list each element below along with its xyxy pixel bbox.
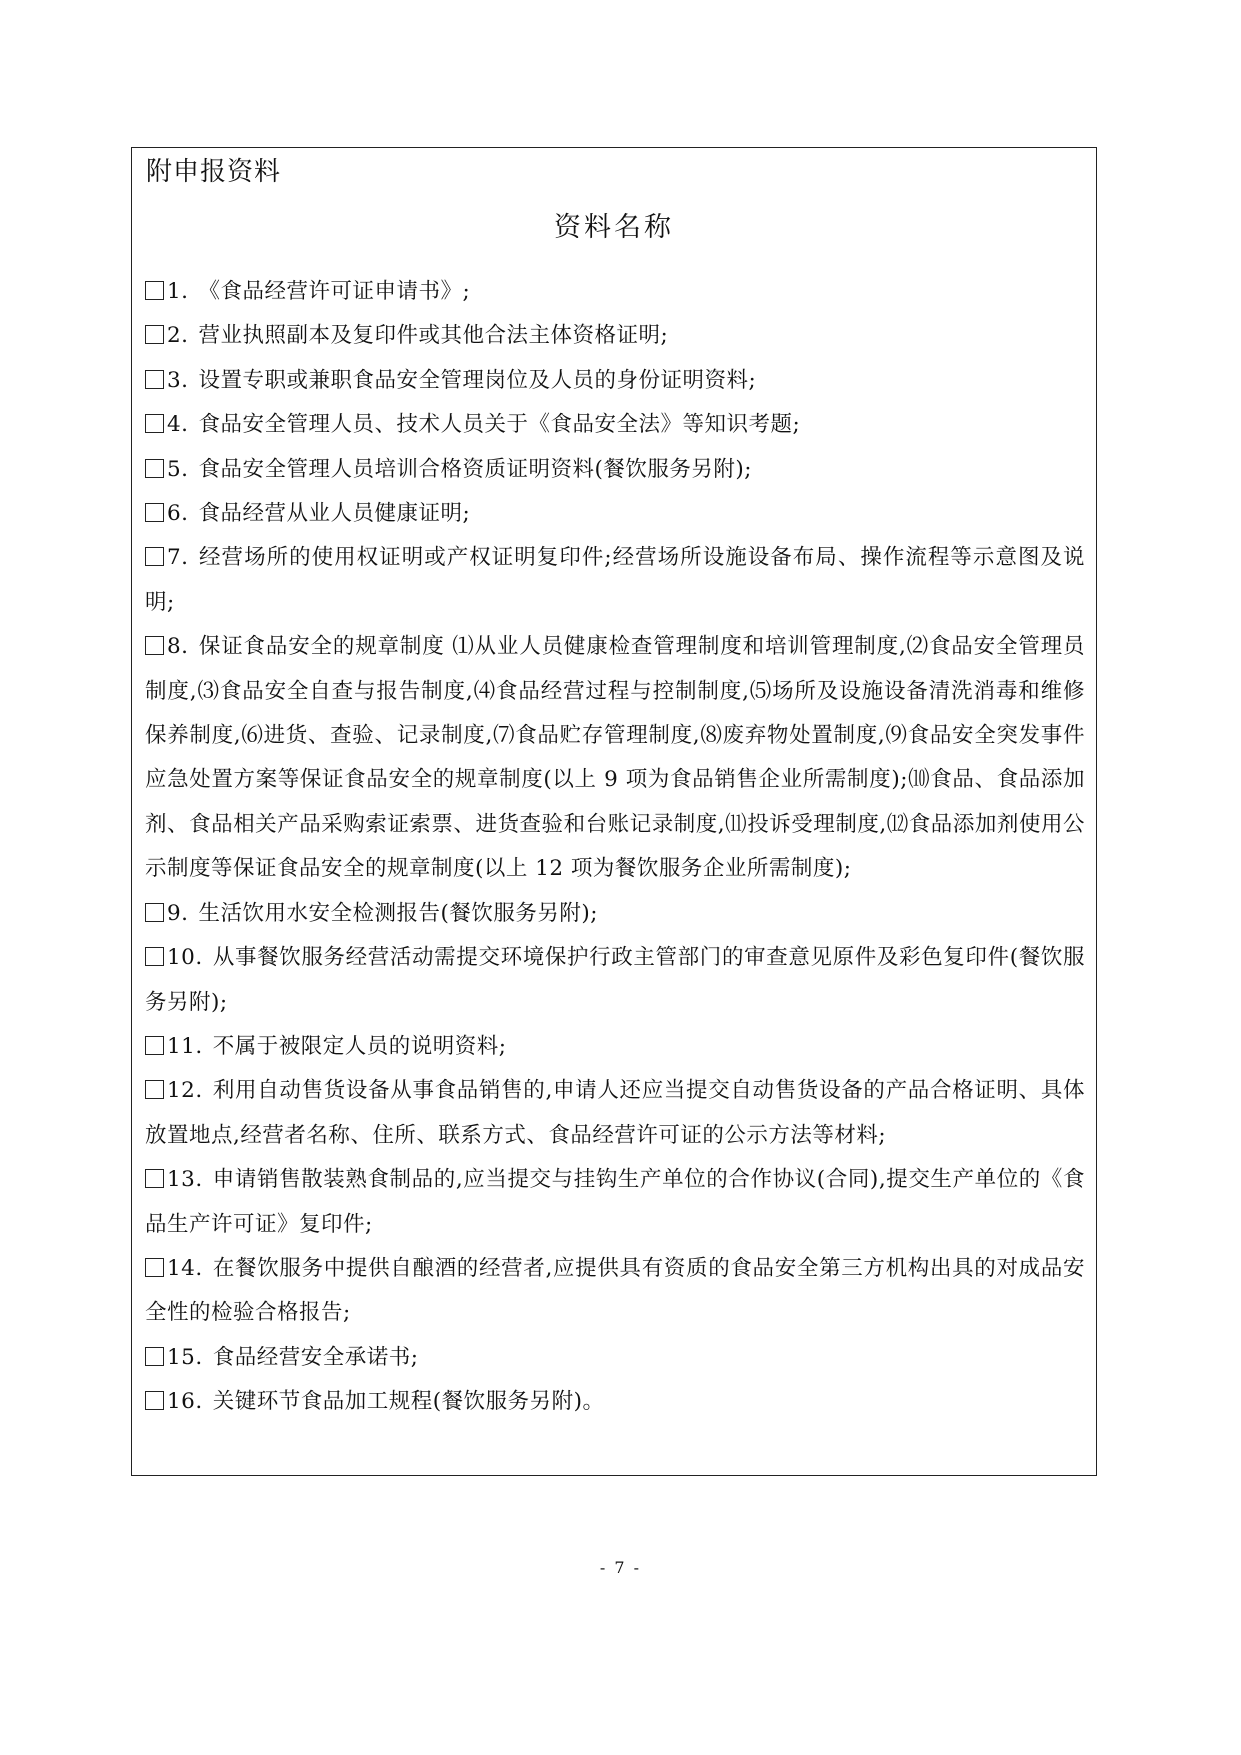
checklist-item (145, 936, 1085, 1025)
checklist-item (145, 314, 1085, 358)
item-text: 食品安全管理人员、技术人员关于《食品安全法》等知识考题; (198, 412, 801, 438)
item-number: 12. (167, 1078, 203, 1104)
item-number: 3. (167, 367, 189, 393)
checkbox[interactable] (145, 459, 164, 478)
checklist-item (145, 625, 1085, 891)
item-text: 在餐饮服务中提供自酿酒的经营者,应提供具有资质的食品安全第三方机构出具的对成品安全性的检验合格报告; (145, 1255, 1085, 1326)
item-text: 设置专职或兼职食品安全管理岗位及人员的身份证明资料; (198, 367, 757, 393)
checklist-item (145, 270, 1085, 314)
checkbox[interactable] (145, 947, 164, 966)
checklist-item (145, 892, 1085, 936)
page-number: - 7 - (599, 1558, 642, 1577)
item-text: 食品经营安全承诺书; (212, 1344, 419, 1370)
checkbox[interactable] (145, 1036, 164, 1055)
materials-checklist (145, 270, 1085, 1425)
item-number: 4. (167, 412, 189, 438)
checkbox[interactable] (145, 1169, 164, 1188)
checkbox[interactable] (145, 503, 164, 522)
item-text: 生活饮用水安全检测报告(餐饮服务另附); (198, 900, 599, 926)
materials-table (131, 147, 1097, 1476)
item-text: 不属于被限定人员的说明资料; (212, 1033, 507, 1059)
column-title: 资料名称 (554, 212, 674, 243)
item-number: 8. (167, 634, 189, 660)
checkbox[interactable] (145, 1391, 164, 1410)
item-number: 15. (167, 1344, 203, 1370)
checkbox[interactable] (145, 903, 164, 922)
checkbox[interactable] (145, 636, 164, 655)
item-number: 5. (167, 456, 189, 482)
item-text: 关键环节食品加工规程(餐饮服务另附)。 (212, 1389, 605, 1415)
checklist-item (145, 536, 1085, 625)
item-text: 申请销售散装熟食制品的,应当提交与挂钩生产单位的合作协议(合同),提交生产单位的《食品生产许可证》复印件; (145, 1167, 1085, 1237)
checkbox[interactable] (145, 325, 164, 344)
item-number: 2. (167, 323, 189, 349)
item-text: 保证食品安全的规章制度 ⑴从业人员健康检查管理制度和培训管理制度,⑵食品安全管理员制度,⑶食品安全自查与报告制度,⑷食品经营过程与控制制度,⑸场所及设施设备清洗消毒和维修保养制度,⑹进货、查验、记录制度,⑺食品贮存管理制度,⑻废弃物处置制度,⑼食品安全突发事件应急处置方案等保证食品安全的规章制度(以上 9 项为食品销售企业所需制度);⑽食品、食品添加剂、食品相关产品采购索证索票、进货查验和台账记录制度,⑾投诉受理制度,⑿食品添加剂使用公示制度等保证食品安全的规章制度(以上 12 项为餐饮服务企业所需制度); (145, 634, 1085, 882)
item-number: 14. (167, 1255, 203, 1281)
item-number: 7. (167, 545, 189, 571)
item-text: 食品经营从业人员健康证明; (198, 501, 471, 527)
checkbox[interactable] (145, 281, 164, 300)
item-number: 1. (167, 279, 189, 304)
item-number: 11. (167, 1033, 203, 1059)
checklist-item (145, 492, 1085, 536)
item-text: 从事餐饮服务经营活动需提交环境保护行政主管部门的审查意见原件及彩色复印件(餐饮服务另附); (145, 945, 1085, 1015)
item-text: 《食品经营许可证申请书》; (198, 279, 471, 304)
item-text: 营业执照副本及复印件或其他合法主体资格证明; (198, 323, 669, 349)
item-number: 13. (167, 1167, 203, 1193)
table-header-label: 附申报资料 (146, 157, 282, 187)
checklist-item (145, 1380, 1085, 1424)
checkbox[interactable] (145, 547, 164, 566)
checklist-item (145, 359, 1085, 403)
item-text: 食品安全管理人员培训合格资质证明资料(餐饮服务另附); (198, 456, 753, 482)
item-number: 9. (167, 900, 189, 926)
checklist-item (145, 1069, 1085, 1158)
checkbox[interactable] (145, 1080, 164, 1099)
item-number: 6. (167, 501, 189, 527)
item-number: 10. (167, 945, 203, 971)
checklist-item (145, 1336, 1085, 1380)
checklist-item (145, 1247, 1085, 1336)
checklist-item (145, 1158, 1085, 1247)
checklist-item (145, 448, 1085, 492)
checkbox[interactable] (145, 370, 164, 389)
item-text: 经营场所的使用权证明或产权证明复印件;经营场所设施设备布局、操作流程等示意图及说明; (145, 545, 1085, 615)
checkbox[interactable] (145, 1347, 164, 1366)
checkbox[interactable] (145, 414, 164, 433)
checkbox[interactable] (145, 1258, 164, 1277)
checklist-item (145, 1025, 1085, 1069)
item-text: 利用自动售货设备从事食品销售的,申请人还应当提交自动售货设备的产品合格证明、具体放置地点,经营者名称、住所、联系方式、食品经营许可证的公示方法等材料; (145, 1078, 1085, 1148)
checklist-item (145, 403, 1085, 447)
item-number: 16. (167, 1389, 203, 1415)
